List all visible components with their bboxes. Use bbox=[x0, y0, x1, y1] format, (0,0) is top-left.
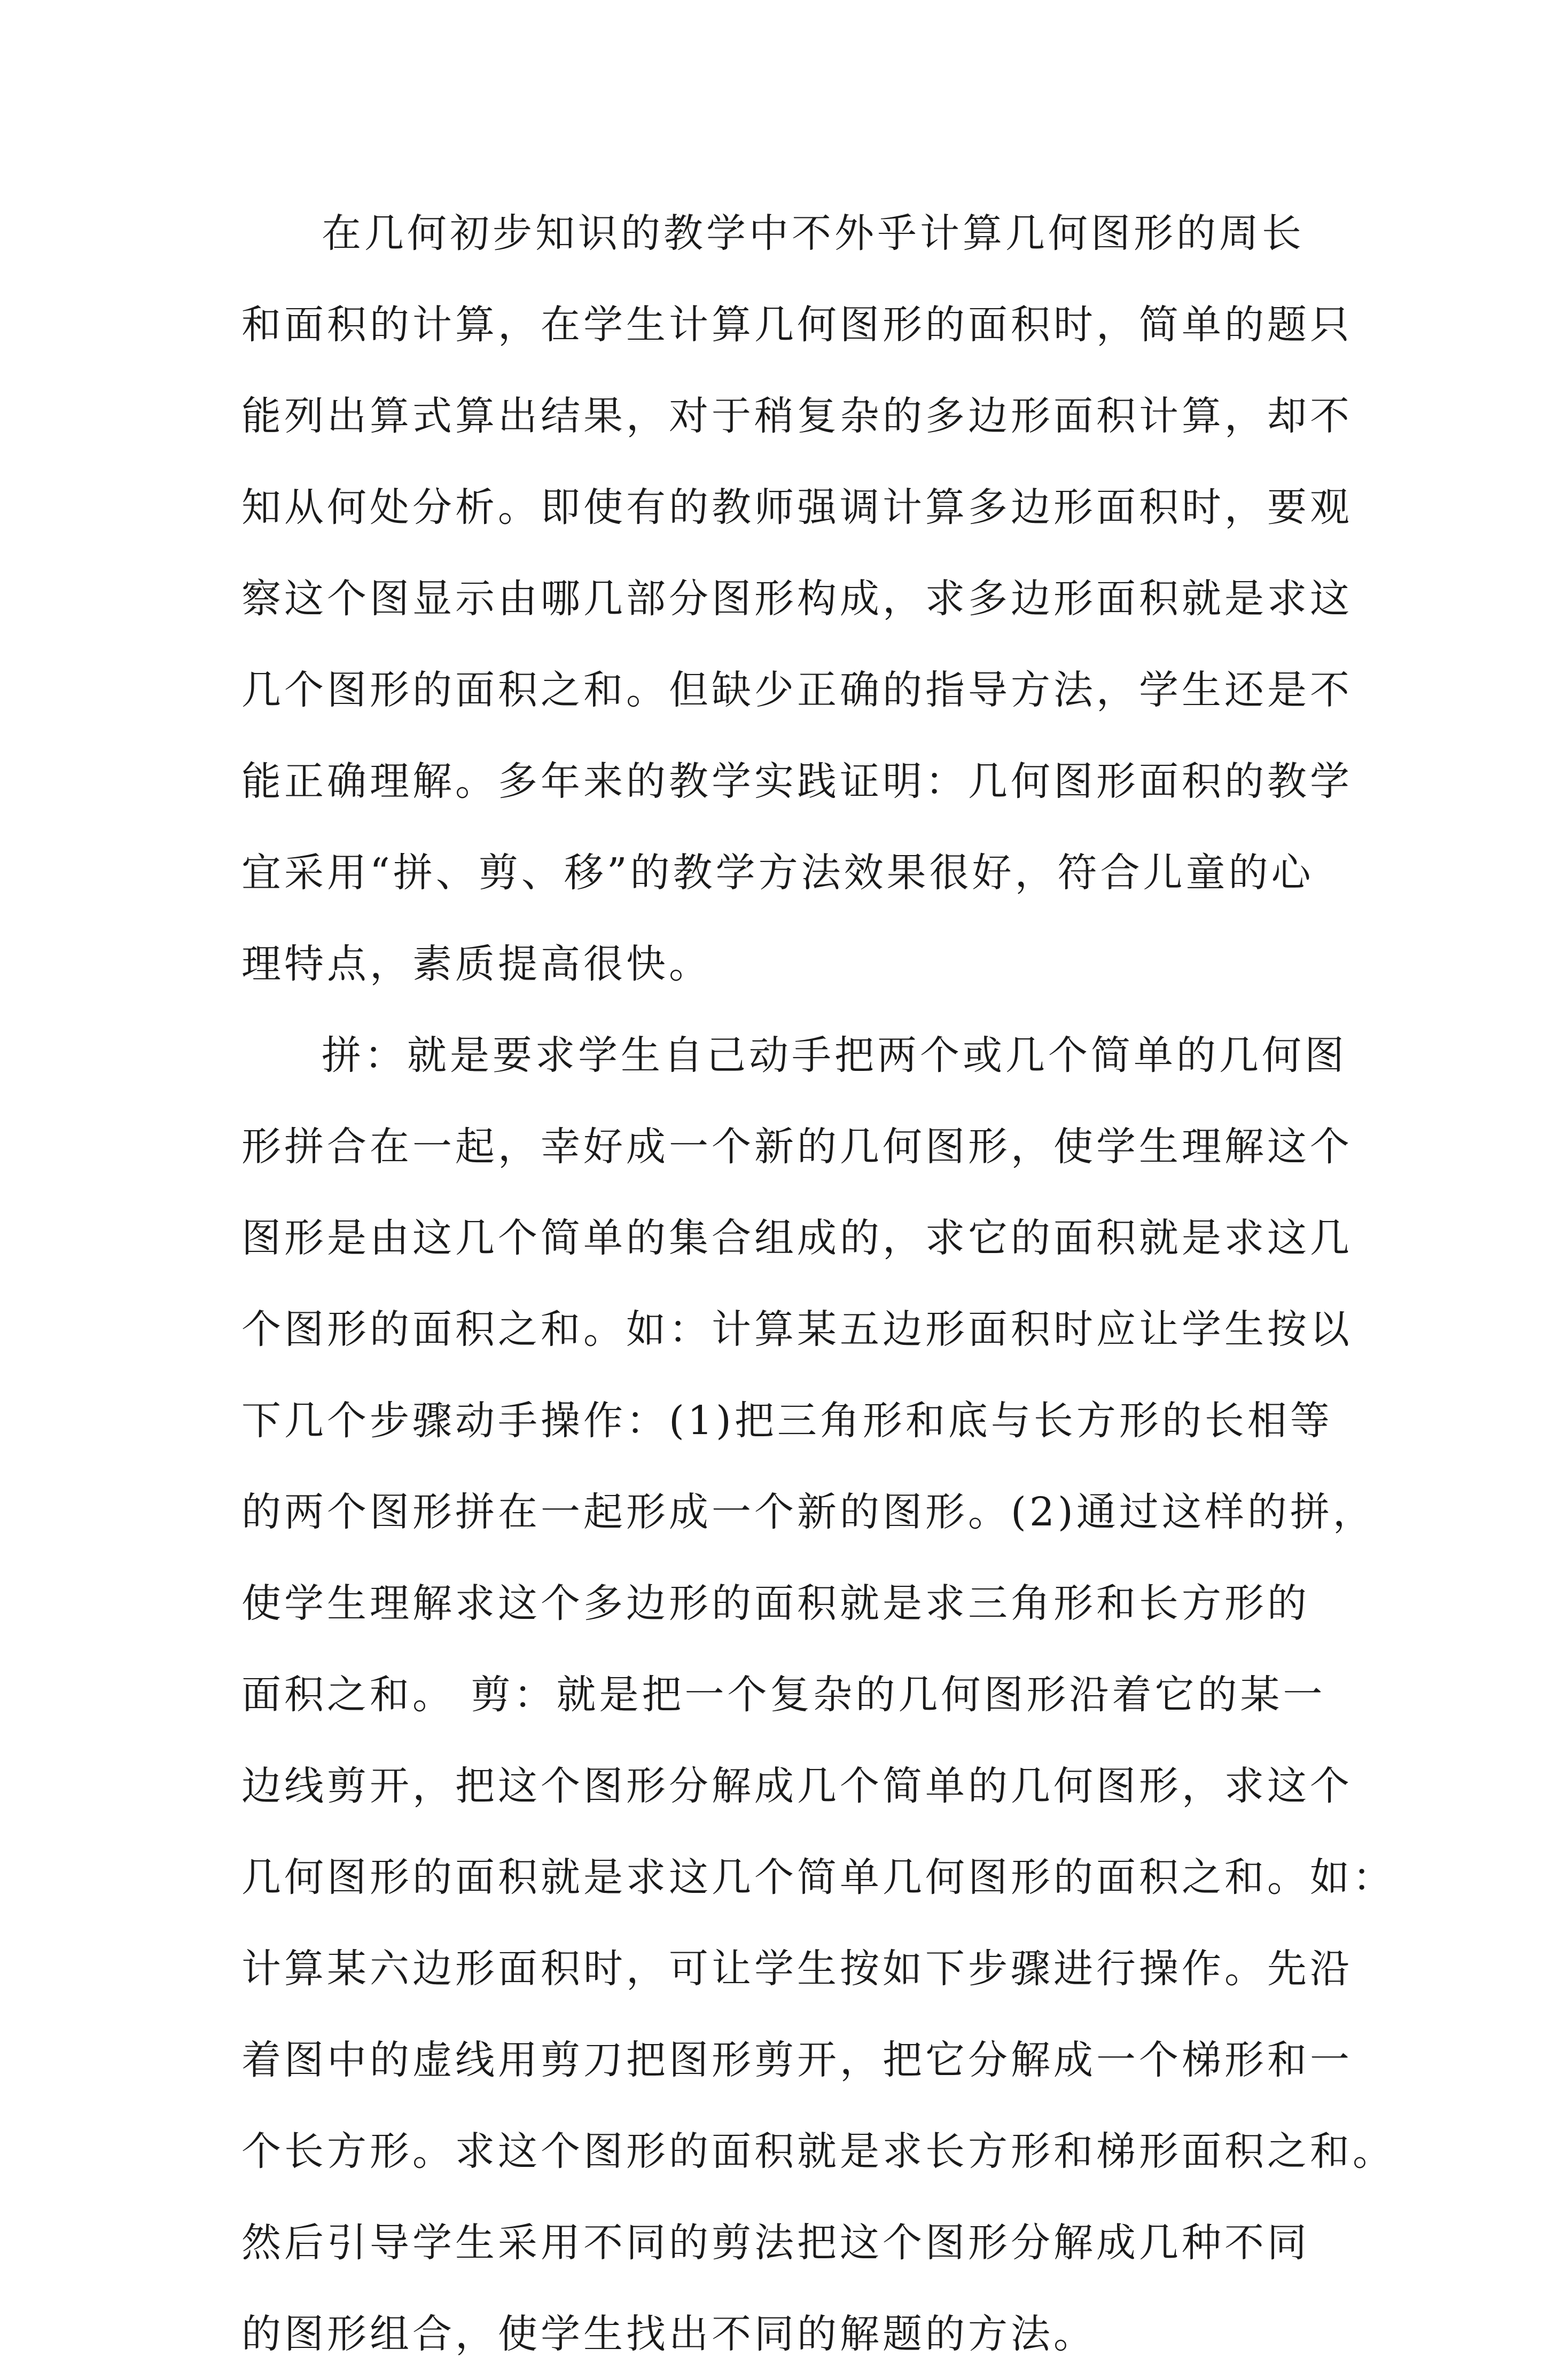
text-line: 然后引导学生采用不同的剪法把这个图形分解成几种不同 bbox=[241, 2220, 1310, 2266]
body-text bbox=[241, 188, 1395, 2380]
text-line: 个图形的面积之和。如：计算某五边形面积时应让学生按以 bbox=[241, 1306, 1353, 1352]
text-line: 形拼合在一起，幸好成一个新的几何图形，使学生理解这个 bbox=[241, 1124, 1353, 1170]
text-line-paragraph-1-start: 在几何初步知识的教学中不外乎计算几何图形的周长 bbox=[322, 210, 1305, 256]
text-line: 着图中的虚线用剪刀把图形剪开，把它分解成一个梯形和一 bbox=[241, 2037, 1353, 2083]
text-line: 图形是由这几个简单的集合组成的，求它的面积就是求这几 bbox=[241, 1215, 1353, 1261]
text-line: 边线剪开，把这个图形分解成几个简单的几何图形，求这个 bbox=[241, 1763, 1353, 1809]
text-line: 能列出算式算出结果，对于稍复杂的多边形面积计算，却不 bbox=[241, 393, 1353, 439]
text-line: 几个图形的面积之和。但缺少正确的指导方法，学生还是不 bbox=[241, 667, 1353, 713]
text-line: 个长方形。求这个图形的面积就是求长方形和梯形面积之和。 bbox=[241, 2128, 1395, 2174]
text-line: 的两个图形拼在一起形成一个新的图形。(2)通过这样的拼， bbox=[241, 1489, 1376, 1535]
text-line: 几何图形的面积就是求这几个简单几何图形的面积之和。如： bbox=[241, 1854, 1395, 1900]
text-line: 知从何处分析。即使有的教师强调计算多边形面积时，要观 bbox=[241, 484, 1353, 530]
text-line: 理特点，素质提高很快。 bbox=[241, 941, 712, 987]
text-line: 和面积的计算，在学生计算几何图形的面积时，简单的题只 bbox=[241, 302, 1353, 348]
text-line-paragraph-2-start: 拼：就是要求学生自己动手把两个或几个简单的几何图 bbox=[322, 1032, 1347, 1078]
text-line: 宜采用“拼、剪、移”的教学方法效果很好，符合儿童的心 bbox=[241, 850, 1314, 896]
text-line: 使学生理解求这个多边形的面积就是求三角形和长方形的 bbox=[241, 1580, 1310, 1626]
text-line: 计算某六边形面积时，可让学生按如下步骤进行操作。先沿 bbox=[241, 1946, 1353, 1992]
text-line: 面积之和。 剪：就是把一个复杂的几何图形沿着它的某一 bbox=[241, 1672, 1326, 1718]
text-line: 的图形组合，使学生找出不同的解题的方法。 bbox=[241, 2311, 1096, 2357]
text-line: 下几个步骤动手操作：(1)把三角形和底与长方形的长相等 bbox=[241, 1398, 1333, 1444]
text-line: 察这个图显示由哪几部分图形构成，求多边形面积就是求这 bbox=[241, 576, 1353, 622]
text-line: 能正确理解。多年来的教学实践证明：几何图形面积的教学 bbox=[241, 758, 1353, 804]
